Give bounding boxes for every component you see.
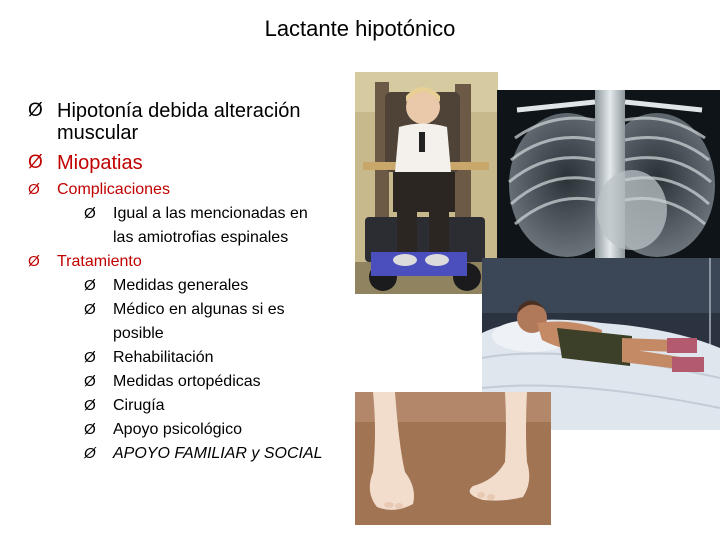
bullet-text: Igual a las mencionadas en	[113, 205, 308, 222]
bullet-text-cont: muscular	[57, 122, 139, 144]
sub-bullet-cirugia	[84, 394, 165, 418]
feet-photo	[355, 392, 551, 525]
bullet-marker-icon: Ø	[84, 421, 96, 438]
sub-bullet-rehabilitacion	[84, 346, 214, 370]
bullet-text: Tratamiento	[57, 253, 142, 270]
bullet-text: Rehabilitación	[113, 349, 214, 366]
bullet-text-cont: posible	[113, 325, 164, 342]
bullet-text: Médico en algunas si es	[113, 301, 285, 318]
bullet-marker-icon: Ø	[84, 397, 96, 414]
bullet-marker-icon: Ø	[84, 277, 96, 294]
sub-bullet-psicologico	[84, 418, 242, 442]
bullet-marker-icon: Ø	[28, 100, 43, 121]
wheelchair-child-photo	[355, 72, 498, 294]
bullet-marker-icon: Ø	[84, 349, 96, 366]
bullet-marker-icon: Ø	[28, 181, 40, 198]
bullet-marker-icon: Ø	[84, 445, 96, 462]
sub-bullet-ortopedicas	[84, 370, 261, 394]
bullet-text: Complicaciones	[57, 181, 170, 198]
bullet-text: Medidas generales	[113, 277, 249, 294]
bullet-text: Miopatias	[57, 152, 143, 174]
bullet-text: Hipotonía debida alteración	[57, 100, 301, 122]
sub-bullet-apoyo-familiar	[84, 442, 323, 466]
bullet-text: Apoyo psicológico	[113, 421, 242, 438]
bullet-tratamiento	[28, 250, 142, 274]
chest-xray-photo	[497, 90, 720, 260]
bullet-complicaciones	[28, 178, 170, 202]
bullet-hipotonia	[28, 100, 301, 144]
bullet-text-cont: las amiotrofias espinales	[113, 229, 289, 246]
sub-bullet-medidas-generales	[84, 274, 248, 298]
bullet-marker-icon: Ø	[84, 373, 96, 390]
sub-bullet-igual	[84, 202, 308, 250]
bullet-marker-icon: Ø	[28, 253, 40, 270]
bullet-text: Cirugía	[113, 397, 165, 414]
slide-title: Lactante hipotónico	[264, 16, 456, 41]
bullet-marker-icon: Ø	[84, 205, 96, 222]
bullet-marker-icon: Ø	[84, 301, 96, 318]
bullet-text: Medidas ortopédicas	[113, 373, 261, 390]
sub-bullet-medico	[84, 298, 285, 346]
bullet-text: APOYO FAMILIAR y SOCIAL	[113, 445, 323, 462]
bullet-miopatias	[28, 152, 143, 174]
bullet-marker-icon: Ø	[28, 152, 43, 173]
